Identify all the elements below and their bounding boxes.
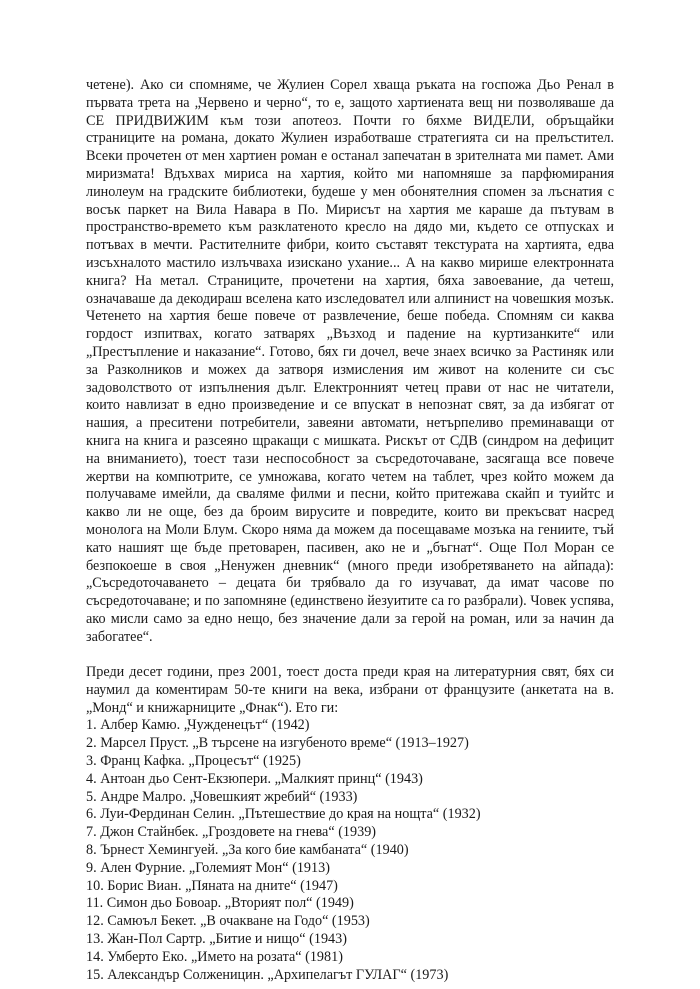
body-paragraph-1: четене). Ако си спомняме, че Жулиен Сорел хваща ръката на госпожа Дьо Ренал в първата трета на „Червено и черно“, то е, защото хартиената вещ ни позволяваше да СЕ ПРИДВИЖИМ към този апотеоз. Почти го бяхме ВИДЕЛИ, обръщайки страниците на романа, докато Жулиен изработваше стратегията си на прелъстител. Всеки прочетен от мен хартиен роман е останал запечатан в зрителната ми памет. Ами миризмата! Вдъхвах мириса на хартия, който ми напомняше за парфюмирания линолеум на градските библиотеки, будеше у мен обонятелния спомен за лъснатия с восък паркет на Вила Навара в По. Мирисът на хартия ме караше да пътувам в пространство-времето към разклатеното кресло на дядо ми, където се отпусках и потъвах в мечти. Растителните фибри, които съставят текстурата на хартията, едва изсъхналото мастило излъчваха изискано ухание... А на какво мирише електронната книга? На метал. Страниците, прочетени на хартия, бяха завоевание, да четеш, означаваше да декодираш вселена като изследовател или алпинист на човешкия мозък. Четенето на хартия беше повече от развлечение, беше победа. Спомням си каква гордост изпитвах, когато затварях „Възход и падение на куртизанките“ или „Престъпление и наказание“. Готово, бях ги дочел, вече знаех всичко за Растиняк или за Разколников и можех да затворя измисления им живот на колените си със задоволството от изпълнения дълг. Електронният четец прави от нас не читатели, които навлизат в едно произведение и се впускат в непознат свят, за да избягат от нашия, а преситени потребители, завеяни автомати, нетърпеливо преминаващи от книга на книга и разсеяно щракащи с мишката. Рискът от СДВ (синдром на дефицит на вниманието), тоест тази неспособност за съсредоточаване, засягаща все повече жертви на компютрите, се умножава, когато четем на таблет, чрез който можем да получаваме имейли, да сваляме филми и песни, който притежава скайп и туийтс и какво ли не още, без да броим вирусите и повредите, които ви прекъсват насред монолога на Моли Блум. Скоро няма да можем да посещаваме мозъка на гениите, тъй като нашият ще бъде претоварен, пасивен, ако не и „бъгнат“. Още Пол Моран се безпокоеше в своя „Ненужен дневник“ (много преди изобретяването на айпада): „Съсредоточаването – децата би трябвало да го изучават, да имат часове по съсредоточаване; и по запомняне (единствено йезуитите са го разбрали). Човек успява, ако мисли само за едно нещо, без значение дали за герой на роман, или за начин да забогатее“. bbox=[86, 77, 614, 645]
books-list bbox=[86, 717, 614, 984]
list-item: 11. Симон дьо Бовоар. „Вторият пол“ (1949) bbox=[86, 895, 354, 912]
list-item: 14. Умберто Еко. „Името на розата“ (1981) bbox=[86, 948, 343, 965]
list-item: 12. Самюъл Бекет. „В очакване на Годо“ (1953) bbox=[86, 913, 370, 930]
body-paragraph-2: Преди десет години, през 2001, тоест доста преди края на литературния свят, бях си наумил да коментирам 50-те книги на века, избрани от французите (анкетата на в. „Монд“ и книжарниците „Фнак“). Ето ги: bbox=[86, 664, 614, 716]
list-item: 1. Албер Камю. „Чужденецът“ (1942) bbox=[86, 717, 310, 734]
list-item: 8. Ърнест Хемингуей. „За кого бие камбаната“ (1940) bbox=[86, 841, 409, 858]
list-item: 9. Ален Фурние. „Големият Мон“ (1913) bbox=[86, 859, 330, 876]
list-item: 5. Андре Малро. „Човешкият жребий“ (1933) bbox=[86, 788, 358, 805]
list-item: 7. Джон Стайнбек. „Гроздовете на гнева“ (1939) bbox=[86, 824, 377, 841]
list-item: 2. Марсел Пруст. „В търсене на изгубеното време“ (1913–1927) bbox=[86, 735, 469, 752]
list-item: 3. Франц Кафка. „Процесът“ (1925) bbox=[86, 752, 301, 769]
list-item: 13. Жан-Пол Сартр. „Битие и нищо“ (1943) bbox=[86, 930, 347, 947]
list-item: 10. Борис Виан. „Пяната на дните“ (1947) bbox=[86, 877, 338, 894]
list-item: 15. Александър Солженицин. „Архипелагът ГУЛАГ“ (1973) bbox=[86, 966, 449, 983]
list-item: 6. Луи-Фердинан Селин. „Пътешествие до края на нощта“ (1932) bbox=[86, 806, 481, 823]
list-item: 4. Антоан дьо Сент-Екзюпери. „Малкият принц“ (1943) bbox=[86, 770, 423, 787]
